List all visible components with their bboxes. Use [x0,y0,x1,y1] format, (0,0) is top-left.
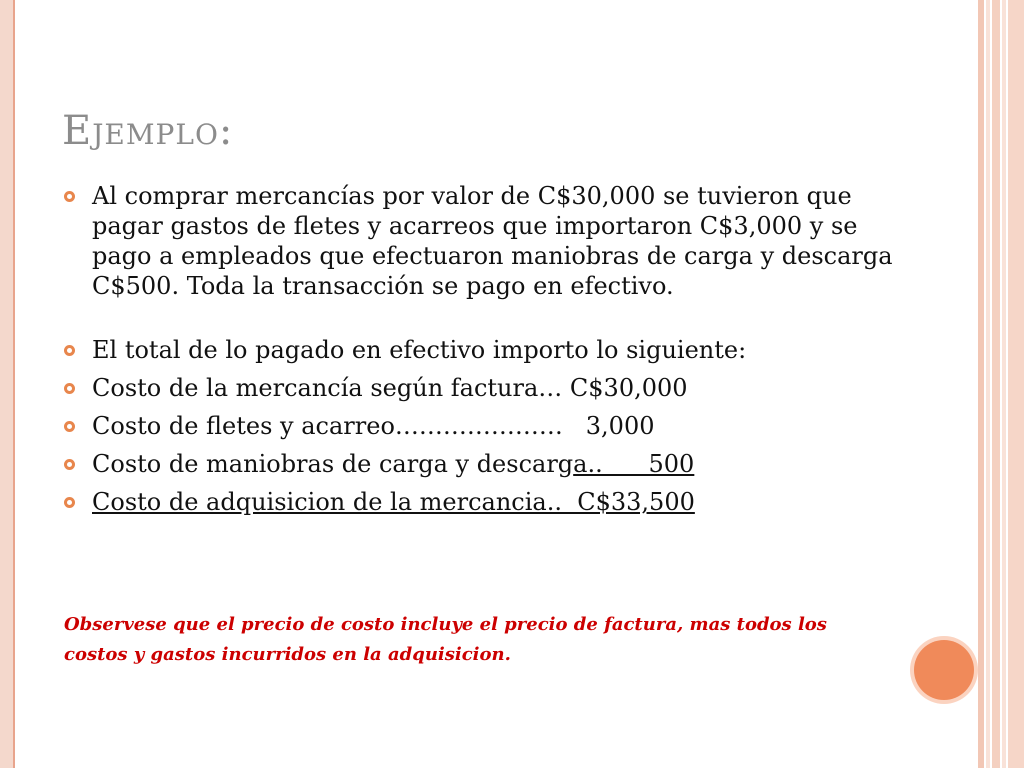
bullet-icon [64,421,75,432]
note-text: Observese que el precio de costo incluye el precio de factura, mas todos los costos y gastos incurridos en la adquisicion. [64,614,827,665]
right-stripe-4 [1002,0,1006,768]
left-border-line [13,0,15,768]
slide-content [64,181,904,517]
costo-maniobras-text: Costo de maniobras de carga y descarg [92,450,574,478]
bullet-icon [64,191,75,202]
paragraph-compra-text: Al comprar mercancías por valor de C$30,000 se tuvieron que pagar gastos de fletes y acarreos que importaron C$3,000 y se pago a empleados que efectuaron maniobras de carga y descarga C$500. Toda la transacción se pago en efectivo. [92,182,893,300]
bullet-total [64,335,904,365]
left-border-decoration [0,0,14,768]
right-stripe-2 [986,0,990,768]
right-stripe-1 [978,0,984,768]
costo-maniobras-amount: a.. 500 [573,450,695,478]
bullet-costo-mercancia [64,373,904,403]
costo-mercancia-text: Costo de la mercancía según factura… C$30,000 [92,374,688,402]
total-text: El total de lo pagado en efectivo importo lo siguiente: [92,336,747,364]
bullet-costo-fletes [64,411,904,441]
orange-circle-decoration [914,640,974,700]
bullet-icon [64,383,75,394]
bullet-costo-maniobras [64,449,904,479]
right-stripe-5 [1008,0,1024,768]
right-stripe-3 [992,0,1000,768]
bullet-paragraph-compra [64,181,904,301]
slide-title: Ejemplo: [62,108,234,154]
costo-fletes-text: Costo de fletes y acarreo………………… 3,000 [92,412,655,440]
bullet-costo-adquisicion [64,487,904,517]
costo-adquisicion-text: Costo de adquisicion de la mercancia.. C$33,500 [92,488,695,516]
bullet-icon [64,459,75,470]
bullet-icon [64,345,75,356]
bullet-icon [64,497,75,508]
